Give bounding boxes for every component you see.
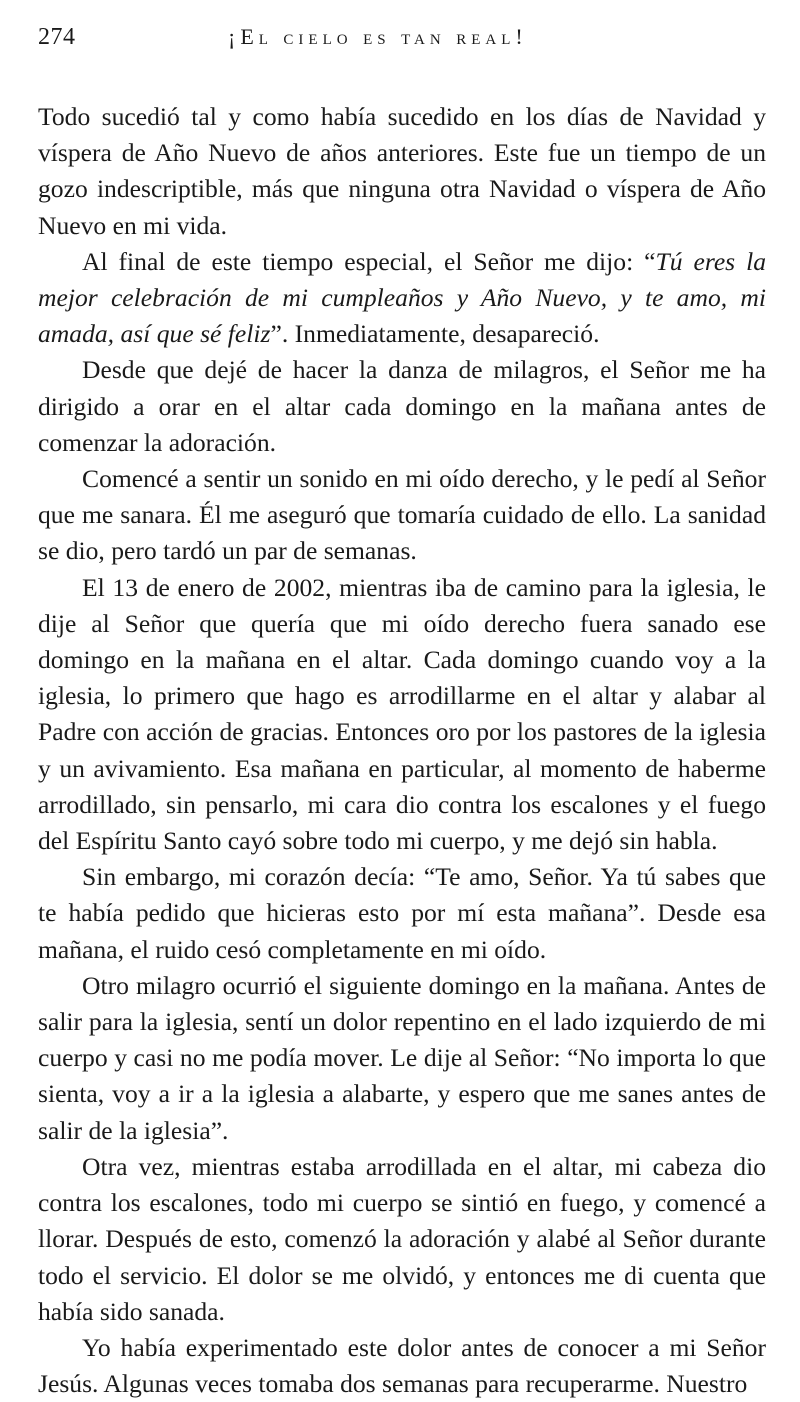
page-header bbox=[38, 20, 766, 60]
paragraph: Otro milagro ocurrió el siguiente domingo en la mañana. Antes de salir para la iglesia, sentí un dolor repentino en el lado izquierdo de mi cuerpo y casi no me podía mover. Le dije al Señor: “No importa lo que sienta, voy a ir a la iglesia a alabarte, y espero que me sanes antes de salir de la iglesia”. bbox=[38, 970, 766, 1145]
paragraph: Sin embargo, mi corazón decía: “Te amo, Señor. Ya tú sabes que te había pedido que hicieras esto por mí esta mañana”. Desde esa mañana, el ruido cesó completamente en mi oído. bbox=[38, 862, 766, 964]
paragraph-text: ”. Inmediatamente, desapareció. bbox=[270, 319, 600, 349]
paragraph: El 13 de enero de 2002, mientras iba de camino para la iglesia, le dije al Señor que quería que mi oído derecho fuera sanado ese domingo en la mañana en el altar. Cada domingo cuando voy a la iglesia, lo primero que hago es arrodillarme en el altar y alabar al Padre con acción de gracias. Entonces oro por los pastores de la iglesia y un avivamiento. Esa mañana en particular, al momento de haberme arrodillado, sin pensarlo, mi cara dio contra los escalones y el fuego del Espíritu Santo cayó sobre todo mi cuerpo, y me dejó sin habla. bbox=[38, 572, 766, 856]
paragraph: Comencé a sentir un sonido en mi oído derecho, y le pedí al Señor que me sanara. Él me aseguró que tomaría cuidado de ello. La sanidad se dio, pero tardó un par de semanas. bbox=[38, 464, 766, 566]
paragraph-text: Al final de este tiempo especial, el Señor me dijo: “ bbox=[82, 246, 656, 276]
paragraph: Yo había experimentado este dolor antes de conocer a mi Señor Jesús. Algunas veces tomaba dos semanas para recuperarme. Nuestro bbox=[38, 1332, 766, 1399]
paragraph: Otra vez, mientras estaba arrodillada en el altar, mi cabeza dio contra los escalones, todo mi cuerpo se sintió en fuego, y comencé a llorar. Después de esto, comenzó la adoración y alabé al Señor durante todo el servicio. El dolor se me olvidó, y entonces me di cuenta que había sido sanada. bbox=[38, 1151, 766, 1326]
paragraph: Todo sucedió tal y como había sucedido en los días de Navidad y víspera de Año Nuevo de años anteriores. Este fue un tiempo de un gozo indescriptible, más que ninguna otra Navidad o víspera de Año Nuevo en mi vida. bbox=[38, 102, 766, 240]
running-head: ¡El cielo es tan real! bbox=[228, 24, 528, 49]
page-number: 274 bbox=[38, 24, 76, 50]
paragraph bbox=[38, 244, 766, 353]
italic-quote: Tú eres la mejor celebración de mi cumpleaños y Año Nuevo, y te amo, mi amada, así que sé feliz bbox=[38, 246, 766, 349]
paragraph: Desde que dejé de hacer la danza de milagros, el Señor me ha dirigido a orar en el altar cada domingo en la mañana antes de comenzar la adoración. bbox=[38, 355, 766, 457]
body-text bbox=[38, 99, 766, 1402]
